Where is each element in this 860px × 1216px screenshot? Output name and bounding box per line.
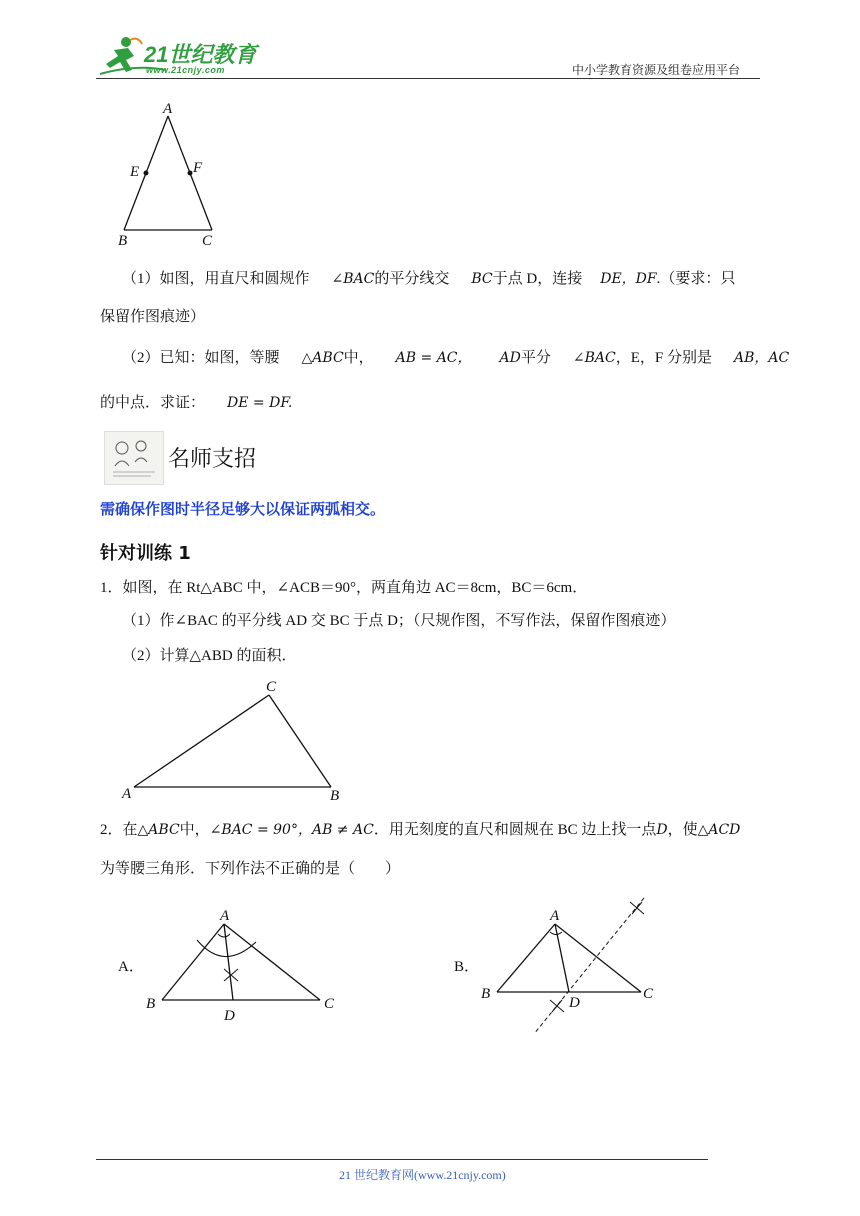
label-a: A — [122, 786, 132, 802]
training-q1-part1: （1）作∠BAC 的平分线 AD 交 BC 于点 D；（尺规作图，不写作法，保留作图痕迹） — [122, 613, 676, 629]
platform-name: 中小学教育资源及组卷应用平台 — [572, 63, 741, 77]
figure-isosceles-triangle — [110, 100, 230, 252]
side-cb — [269, 695, 331, 787]
small-arc — [550, 932, 562, 935]
arc-cross-top-2 — [632, 902, 642, 914]
side-ac — [134, 695, 269, 787]
logo-url: www.21cnjy.com — [146, 65, 225, 75]
label-a: A — [550, 908, 560, 924]
question-part1-line2: 保留作图痕迹） — [100, 309, 206, 325]
point-e — [144, 171, 149, 176]
label-d: D — [224, 1008, 235, 1024]
header-rule — [96, 78, 760, 79]
label-b: B — [330, 788, 340, 804]
label-e: E — [130, 164, 140, 180]
option-a-figure — [142, 900, 342, 1030]
label-c: C — [643, 986, 654, 1002]
label-a: A — [163, 101, 173, 117]
tips-title: 名师支招 — [168, 447, 257, 472]
question-part2-line1: （2）已知：如图，等腰 △ABC中， AB = AC， AD平分 ∠BAC，E，F 分别是 AB，AC — [122, 350, 790, 366]
tips-note: 需确保作图时半径足够大以保证两弧相交。 — [100, 500, 386, 518]
side-ac — [224, 924, 320, 1000]
question-part2-line2: 的中点．求证： DE = DF. — [100, 395, 293, 411]
footer-rule — [96, 1159, 708, 1160]
training-title: 针对训练 1 — [100, 543, 191, 564]
small-arc — [218, 934, 230, 937]
header-logo — [96, 34, 266, 78]
option-b-label[interactable]: B． — [454, 959, 480, 975]
label-c: C — [266, 679, 277, 695]
label-c: C — [202, 233, 213, 249]
side-ab — [162, 924, 224, 1000]
tips-illustration — [104, 431, 164, 485]
teacher-cartoon-icon — [105, 432, 163, 484]
training-q2-line1: 2．在△ABC中，∠BAC = 90°，AB ≠ AC．用无刻度的直尺和圆规在 BC 边上找一点D，使△ACD — [100, 822, 741, 838]
label-b: B — [481, 986, 491, 1002]
side-ab — [497, 924, 555, 992]
label-b: B — [146, 996, 156, 1012]
option-b-figure — [478, 894, 678, 1036]
question-part1-line1: （1）如图，用直尺和圆规作 ∠BAC的平分线交 BC于点 D，连接 DE，DF.（要求：只 — [122, 271, 736, 287]
training-q1-stem: 1．如图，在 Rt△ABC 中，∠ACB＝90°，两直角边 AC＝8cm，BC＝6cm． — [100, 580, 588, 596]
label-b: B — [118, 233, 128, 249]
label-a: A — [220, 908, 230, 924]
figure-right-triangle — [116, 676, 356, 806]
option-a-label[interactable]: A． — [118, 959, 144, 975]
side-ac — [555, 924, 641, 992]
footer-text[interactable]: 21 世纪教育网(www.21cnjy.com) — [339, 1168, 506, 1182]
training-q2-line2: 为等腰三角形．下列作法不正确的是（ ） — [100, 861, 401, 877]
label-f: F — [193, 160, 203, 176]
label-c: C — [324, 996, 335, 1012]
arc-cross-bottom-2 — [552, 1000, 562, 1012]
point-f — [188, 171, 193, 176]
logo-text: 21世纪教育 — [144, 42, 257, 67]
training-q1-part2: （2）计算△ABD 的面积． — [122, 648, 297, 664]
label-d: D — [569, 995, 580, 1011]
